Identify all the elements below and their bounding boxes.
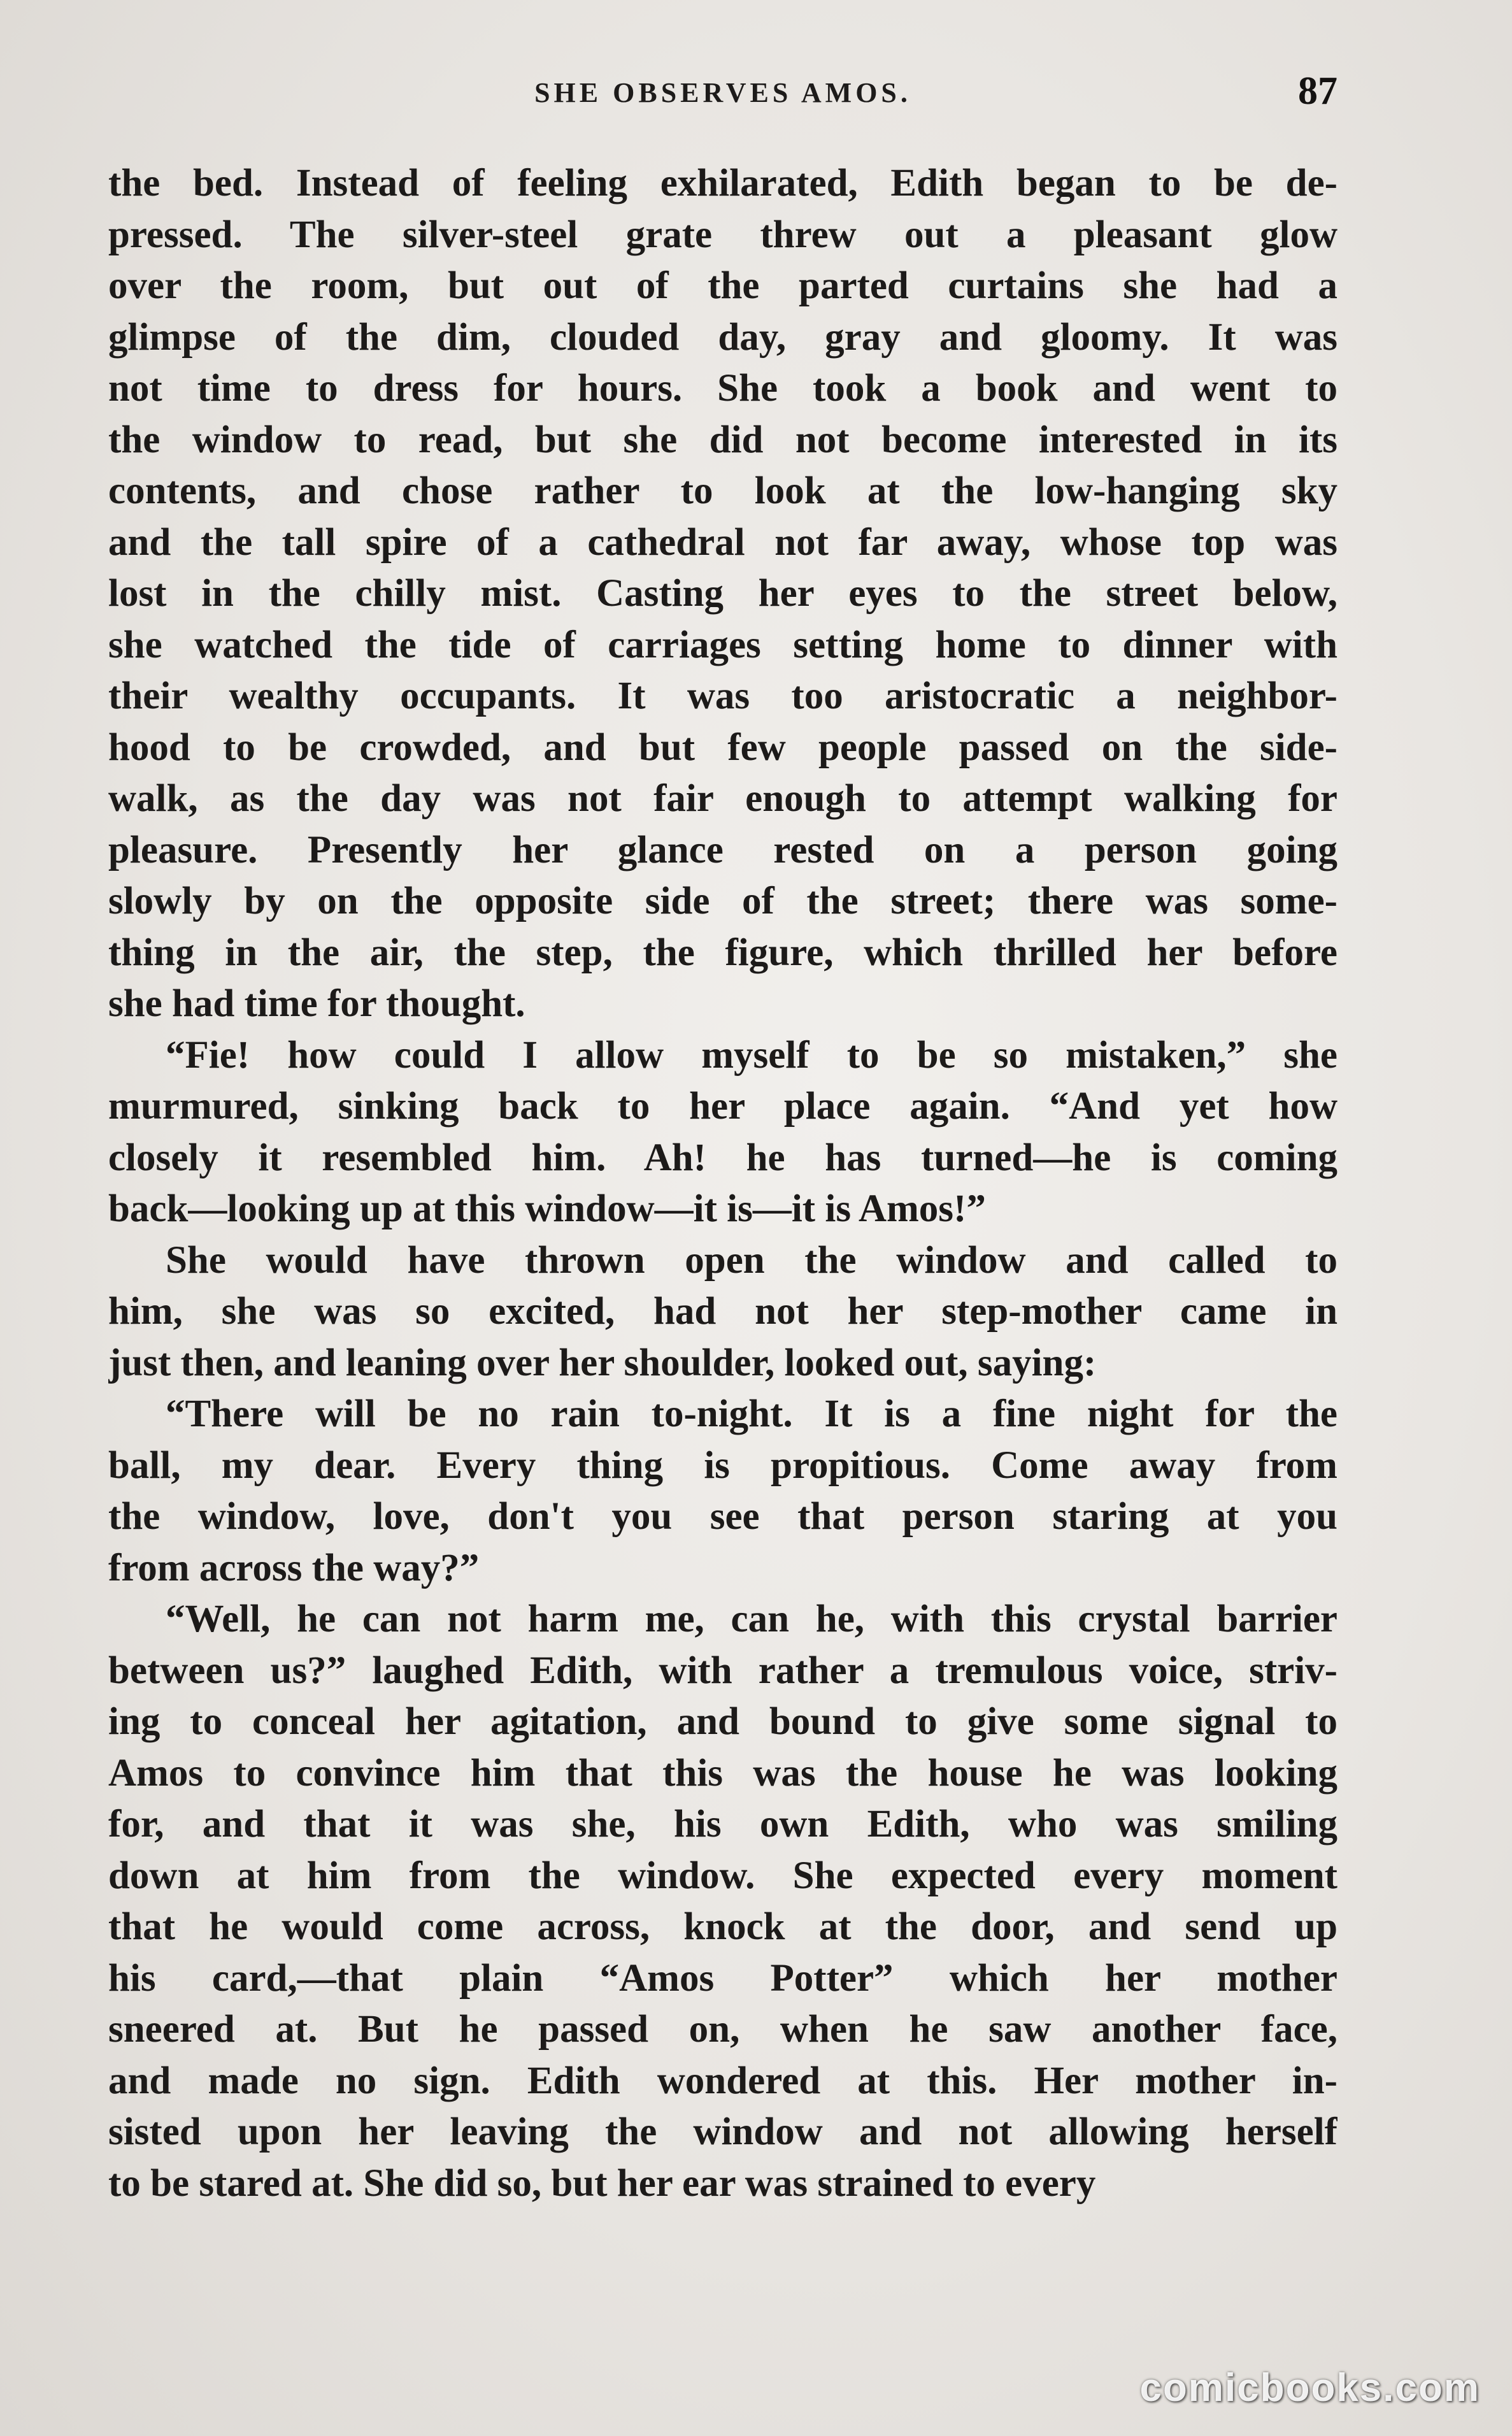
text-line: closely it resembled him. Ah! he has turned—he is coming: [108, 1136, 1337, 1179]
paragraph: [108, 1389, 1337, 1594]
text-line: sisted upon her leaving the window and not allowing herself: [108, 2110, 1337, 2153]
running-title: SHE OBSERVES AMOS.: [534, 77, 911, 108]
paragraph: [108, 1030, 1337, 1235]
text-line: the window to read, but she did not become interested in its: [108, 418, 1337, 461]
body-text: [108, 158, 1337, 2209]
text-line: ball, my dear. Every thing is propitious. Come away from: [108, 1444, 1337, 1487]
text-line: his card,—that plain “Amos Potter” which her mother: [108, 1956, 1337, 2000]
text-line: and made no sign. Edith wondered at this. Her mother in-: [108, 2059, 1337, 2102]
text-line: down at him from the window. She expected every moment: [108, 1854, 1337, 1897]
text-line: sneered at. But he passed on, when he saw another face,: [108, 2008, 1337, 2051]
text-line: the bed. Instead of feeling exhilarated, Edith began to be de-: [108, 162, 1337, 204]
text-line: she watched the tide of carriages setting home to dinner with: [108, 623, 1337, 666]
text-line: back—looking up at this window—it is—it is Amos!”: [108, 1187, 986, 1230]
text-line: contents, and chose rather to look at the low-hanging sky: [108, 469, 1337, 512]
text-line: She would have thrown open the window and called to: [166, 1238, 1337, 1282]
text-line: walk, as the day was not fair enough to attempt walking for: [108, 777, 1337, 820]
running-head: [108, 69, 1337, 126]
paragraph: [108, 1235, 1337, 1389]
text-line: him, she was so excited, had not her step-mother came in: [108, 1290, 1337, 1333]
page-number: 87: [1298, 69, 1337, 113]
paragraph: [108, 1594, 1337, 2209]
text-line: and the tall spire of a cathedral not far away, whose top was: [108, 520, 1337, 564]
text-line: pleasure. Presently her glance rested on a person going: [108, 828, 1337, 871]
text-line: from across the way?”: [108, 1546, 480, 1589]
text-line: their wealthy occupants. It was too aristocratic a neighbor-: [108, 675, 1337, 717]
text-line: slowly by on the opposite side of the street; there was some-: [108, 880, 1337, 922]
watermark: comicbooks.com: [1139, 2366, 1480, 2410]
text-line: the window, love, don't you see that person staring at you: [108, 1495, 1337, 1538]
text-line: over the room, but out of the parted curtains she had a: [108, 264, 1337, 307]
text-line: just then, and leaning over her shoulder, looked out, saying:: [108, 1341, 1097, 1384]
text-line: Amos to convince him that this was the house he was looking: [108, 1751, 1337, 1795]
text-line: she had time for thought.: [108, 982, 525, 1025]
text-line: thing in the air, the step, the figure, which thrilled her before: [108, 931, 1337, 974]
text-line: for, and that it was she, his own Edith, who was smiling: [108, 1803, 1337, 1845]
text-line: “Fie! how could I allow myself to be so mistaken,” she: [166, 1033, 1337, 1077]
text-line: that he would come across, knock at the door, and send up: [108, 1905, 1337, 1948]
text-line: ing to conceal her agitation, and bound to give some signal to: [108, 1700, 1337, 1743]
paragraph: [108, 158, 1337, 1030]
text-line: to be stared at. She did so, but her ear was strained to every: [108, 2161, 1096, 2205]
text-line: “There will be no rain to-night. It is a fine night for the: [166, 1393, 1337, 1435]
text-line: pressed. The silver-steel grate threw out a pleasant glow: [108, 213, 1337, 256]
text-line: “Well, he can not harm me, can he, with this crystal barrier: [166, 1598, 1337, 1640]
text-line: hood to be crowded, and but few people passed on the side-: [108, 726, 1337, 769]
text-line: not time to dress for hours. She took a book and went to: [108, 367, 1337, 410]
text-line: lost in the chilly mist. Casting her eyes to the street below,: [108, 572, 1337, 615]
text-line: murmured, sinking back to her place again. “And yet how: [108, 1085, 1337, 1128]
text-line: glimpse of the dim, clouded day, gray and gloomy. It was: [108, 315, 1337, 359]
text-line: between us?” laughed Edith, with rather a tremulous voice, striv-: [108, 1649, 1337, 1692]
